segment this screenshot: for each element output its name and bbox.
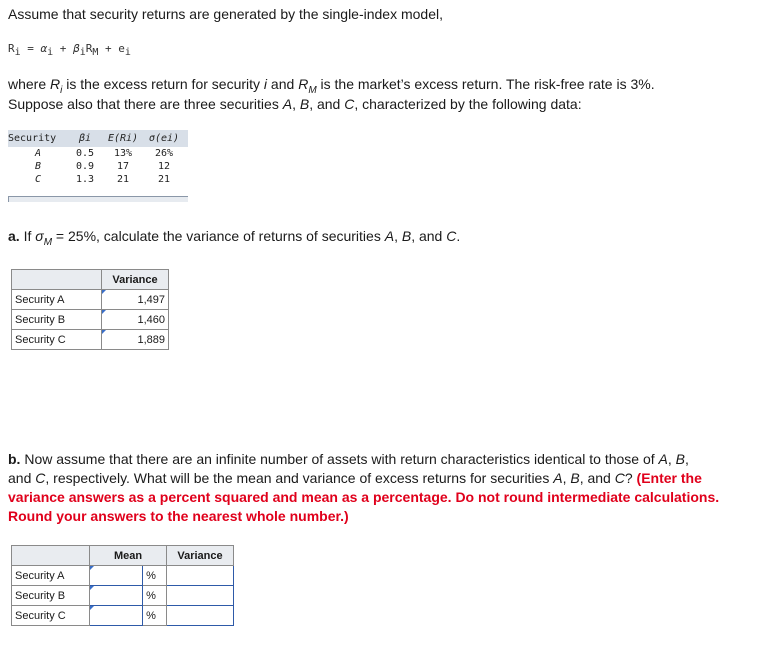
text: ,	[394, 228, 402, 244]
formula-plus: +	[98, 42, 119, 55]
text: , respectively. What will be the mean and variance of excess returns for securities	[45, 470, 554, 486]
col-expected-return: E(Ri)	[107, 133, 139, 144]
text: , characterized by the following data:	[354, 96, 582, 112]
variance-a-value: 1,497	[137, 293, 165, 306]
formula-r: R	[8, 42, 15, 55]
text: R	[298, 76, 309, 92]
percent-label: %	[143, 606, 167, 626]
text: C	[344, 96, 355, 112]
blank-header	[12, 270, 102, 290]
text: ,	[667, 451, 676, 467]
percent-label: %	[143, 586, 167, 606]
cell: 0.5	[75, 148, 95, 159]
col-beta: βi	[78, 133, 92, 144]
cell: 12	[157, 161, 171, 172]
part-b-line-1	[8, 451, 689, 467]
part-b-instruction-3: Round your answers to the nearest whole number.)	[8, 508, 349, 524]
text: B	[675, 451, 686, 467]
text: C	[614, 470, 625, 486]
part-a-question	[8, 228, 460, 248]
flag-icon	[90, 606, 94, 610]
part-label: b.	[8, 451, 21, 467]
variance-a-input[interactable]	[170, 567, 230, 584]
text: , and	[579, 470, 615, 486]
text: .	[456, 228, 461, 244]
text: σ	[35, 228, 44, 244]
flag-icon	[90, 586, 94, 590]
intro-line-1: Assume that security returns are generated by the single-index model,	[8, 6, 444, 22]
row-label-a: Security A	[12, 566, 90, 586]
text: i	[60, 84, 63, 96]
text: C	[446, 228, 457, 244]
variance-c-value: 1,889	[137, 333, 165, 346]
formula-sub: M	[92, 47, 99, 59]
variance-c-input[interactable]	[170, 607, 230, 624]
text: B	[570, 470, 580, 486]
flag-icon	[102, 290, 106, 294]
flag-icon	[102, 330, 106, 334]
text: M	[308, 84, 317, 96]
instruction-text: (Enter the	[636, 470, 702, 486]
text: ,	[685, 451, 689, 467]
cell: 21	[157, 174, 171, 185]
variance-c-cell	[167, 606, 234, 626]
text: ,	[562, 470, 571, 486]
text: C	[35, 470, 46, 486]
variance-b-cell	[167, 586, 234, 606]
mean-c-cell	[90, 606, 143, 626]
formula-sub: i	[47, 47, 54, 59]
mean-b-cell	[90, 586, 143, 606]
cell: 21	[116, 174, 130, 185]
table-scrollbar[interactable]	[8, 196, 188, 202]
text: A	[658, 451, 668, 467]
mean-b-input[interactable]	[93, 587, 139, 604]
text: If	[19, 228, 36, 244]
formula-e: e	[118, 42, 125, 55]
cell: 26%	[154, 148, 174, 159]
text: and	[267, 76, 299, 92]
variance-b-value: 1,460	[137, 313, 165, 326]
intro-line-2	[8, 76, 655, 96]
text: Now assume that there are an infinite number of assets with return characteristics identical to those of	[20, 451, 659, 467]
formula-beta: β	[73, 42, 80, 55]
flag-icon	[102, 310, 106, 314]
part-b-instruction-2: variance answers as a percent squared and mean as a percentage. Do not round intermediate calculations.	[8, 489, 720, 505]
security-row-a	[8, 147, 188, 160]
formula-plus: +	[53, 42, 74, 55]
col-residual-sd: σ(ei)	[148, 133, 180, 144]
text: Suppose also that there are three securities	[8, 96, 283, 112]
row-label-c: Security C	[12, 330, 102, 350]
text: is the excess return for security	[62, 76, 264, 92]
variance-b-input[interactable]	[170, 587, 230, 604]
flag-icon	[90, 566, 94, 570]
security-row-b	[8, 160, 188, 173]
row-label-b: Security B	[12, 310, 102, 330]
text: M	[43, 236, 53, 248]
text: , and	[411, 228, 447, 244]
col-security: Security	[8, 133, 57, 144]
formula-sub: i	[124, 47, 131, 59]
mean-c-input[interactable]	[93, 607, 139, 624]
part-label: a.	[8, 228, 20, 244]
row-label-c: Security C	[12, 606, 90, 626]
variance-b-field[interactable]	[102, 310, 169, 330]
mean-a-cell	[90, 566, 143, 586]
text: , and	[309, 96, 345, 112]
text: B	[299, 96, 310, 112]
text: A	[553, 470, 563, 486]
text: A	[282, 96, 293, 112]
cell: 17	[116, 161, 130, 172]
variance-a-field[interactable]	[102, 290, 169, 310]
intro-line-3	[8, 96, 582, 112]
text: A	[384, 228, 395, 244]
variance-header: Variance	[167, 546, 234, 566]
formula-sub: i	[79, 47, 86, 59]
text: and	[8, 470, 36, 486]
text: i	[263, 76, 268, 92]
cell: 0.9	[75, 161, 95, 172]
row-label-a: Security A	[12, 290, 102, 310]
text: is the market’s excess return. The risk-free rate is 3%.	[316, 76, 655, 92]
variance-answer-table	[11, 269, 169, 350]
formula-sub: i	[14, 47, 21, 59]
security-row-c	[8, 173, 188, 186]
mean-header: Mean	[90, 546, 167, 566]
security-table-header	[8, 130, 188, 147]
table-scrollbar-edge	[8, 196, 9, 202]
formula-eq: =	[20, 42, 41, 55]
mean-variance-answer-table	[11, 545, 234, 626]
text: where	[8, 76, 51, 92]
cell: C	[35, 174, 42, 185]
percent-label: %	[143, 566, 167, 586]
part-b-line-2	[8, 470, 702, 486]
text: = 25%, calculate the variance of returns of securities	[52, 228, 385, 244]
cell: B	[35, 161, 42, 172]
text: ?	[624, 470, 637, 486]
text: B	[401, 228, 412, 244]
security-data-table	[8, 130, 188, 186]
row-label-b: Security B	[12, 586, 90, 606]
text: ,	[292, 96, 300, 112]
variance-header: Variance	[102, 270, 169, 290]
formula-alpha: α	[40, 42, 48, 55]
cell: A	[35, 148, 42, 159]
variance-c-field[interactable]	[102, 330, 169, 350]
model-formula	[8, 42, 131, 58]
text: R	[50, 76, 61, 92]
blank-header	[12, 546, 90, 566]
cell: 1.3	[75, 174, 95, 185]
formula-rm: R	[85, 42, 93, 55]
variance-a-cell	[167, 566, 234, 586]
cell: 13%	[113, 148, 133, 159]
mean-a-input[interactable]	[93, 567, 139, 584]
